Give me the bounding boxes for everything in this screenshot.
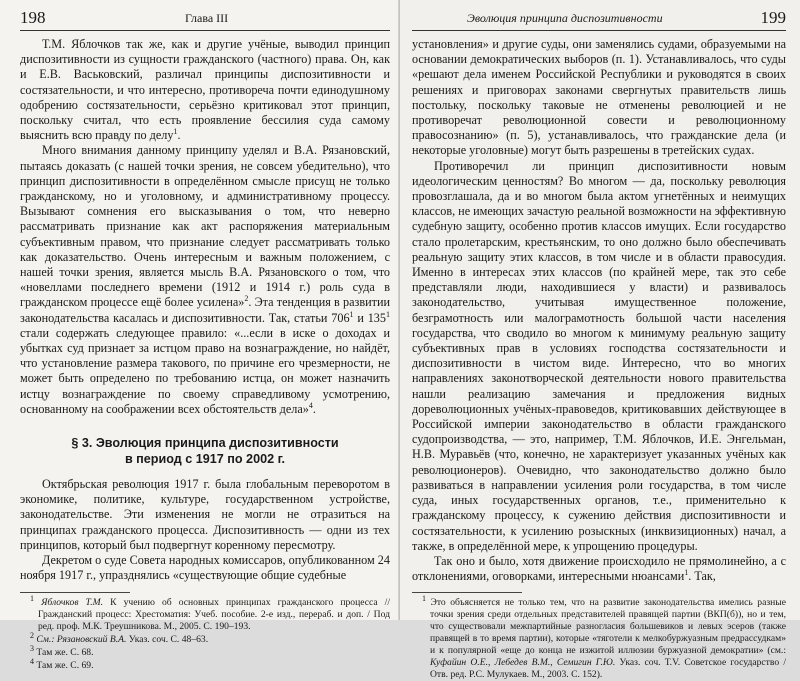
footnote: $^4$ Там же. С. 69. (30, 656, 94, 671)
footnote-rule (20, 592, 130, 593)
footnote: $^1$ Это объясняется не только тем, что на развитие законодательства имелись разные точки зрения среди отдельных представителей правящей партии (ВКП(б)), но и тем, что существовали межпартийные разногласия большевиков и левых эсеров (также правящей в то время партии), которые «тяготели к мелкобуржуазным предрассудкам» и к популярной «еще до конца не изжитой иллюзии буржуазной демократии» (см.: Куфайин О.Е., Лебедев В.М., Семигин Г.Ю. Указ. соч. Т.V. Советское государство / Отв. ред. Р.С. Мулукаев. М., 2003. С. 152). (422, 594, 786, 681)
paragraph: Октябрьская революция 1917 г. была глобальным переворотом в экономике, политике, культуре, государственном устройстве, законодательстве. Эти изменения не могли не отразиться на принципах гражданского процесса. Диспозитивность — одни из тех принципов, который был подвергнут коренному пересмотру. (20, 477, 390, 552)
left-page (0, 0, 400, 671)
footnote-rule (412, 592, 522, 593)
left-footnotes (20, 593, 390, 672)
footnote: $^3$ Там же. С. 68. (30, 643, 94, 658)
section-heading: § 3. Эволюция принципа диспозитивности в период с 1917 по 2002 г. (71, 436, 339, 467)
right-body-text (412, 37, 786, 584)
paragraph: Декретом о суде Совета народных комиссаров, опубликованном 24 ноября 1917 г., упразднялись «существующие общие судебные (20, 553, 390, 583)
left-page-number: 198 (20, 8, 46, 27)
left-body-text (20, 37, 390, 584)
paragraph: Много внимания данному принципу уделял и В.А. Рязановский, пытаясь доказать (с нашей точки зрения, не совсем убедительно), что принцип диспозитивности в определённом смысле присущ не только гражданскому, но и уголовному, и административному процессу. Вызывают сомнения его высказывания о том, что неверно рассматривать признание как акт распоряжения материальным субъективным правом, что признание следует рассматривать только как доказательство. Очень интересным и важным положением, с нашей точки зрения, является мысль В.А. Рязановского о том, что «новеллами последнего времени (1912 и 1914 г.) роль суда в гражданском процессе ещё более усилена»$^2$. Эта тенденция в развитии законодательства касалась и диспозитивности. Так, статьи $706^1$ и $135^1$ стали содержать следующее правило: «...если в иске о доходах и убытках суд признает за истцом право на вознаграждение, но найдёт, что установление размера такового, по причине его чрезмерности, не может быть определено по требованию истца, он может назначить истцу вознаграждение по своему справедливому усмотрению, основанному на соображении всех обстоятельств дела»$^4$. (20, 143, 390, 416)
right-page-number: 199 (760, 8, 786, 27)
footnote: $^2$ См.: Рязановский В.А. Указ. соч. С. 48–63. (30, 630, 209, 645)
paragraph: установления» и другие суды, они заменялись судами, образуемыми на основании демократических выборов (п. 1). Устанавливалось, что суды «решают дела именем Российской Республики и руководятся в своих решениях и приговорах законами свергнутых правительств лишь постольку, поскольку таковые не отменены революцией и не противоречат революционной совести и революционному правосознанию» (п. 5), устанавливалось, что гражданские дела (и некоторые уголовные) могут быть разрешены в третейских судах. (412, 37, 786, 158)
paragraph: Так оно и было, хотя движение происходило не прямолинейно, а с отклонениями, оговорками, интересными нюансами$^1$. Так, (412, 553, 786, 584)
right-page-header (412, 8, 786, 31)
right-page (400, 0, 800, 681)
footnote: $^1$ Яблочков Т.М. К учению об основных принципах гражданского процесса // Гражданский процесс: Хрестоматия: Учеб. пособие. 2-е изд., перераб. и доп. / Под ред. проф. М.К. Треушникова. М., 2005. С. 190–193. (30, 593, 390, 632)
right-running-head: Эволюция принципа диспозитивности (467, 11, 663, 25)
paragraph: Т.М. Яблочков так же, как и другие учёные, выводил принцип диспозитивности из сущности гражданского (частного) права. Он, как и Е.В. Васьковский, различал принципы диспозитивности и состязательности, и что интересно, противореча почти единодушному одобрению состязательности, серьёзно критиковал этот принцип, поскольку считал, что есть проявление бессилия суда самому выяснить всю правду по делу$^1$. (20, 37, 390, 143)
paragraph: Противоречил ли принцип диспозитивности новым идеологическим ценностям? Во многом — да, поскольку революция провозглашала, да и во многом была актом угнетённых и неимущих классов, не имеющих зачастую реальной возможности на эффективную судебную защиту, особенно против классов имущих. Если государство стало пролетарским, крестьянским, то оно должно было обеспечивать реальную защиту этих классов, в том числе и в области правосудия. Именно в интересах этих классов (по крайней мере, так это себе представляли люди, находившиеся у власти) и развивалось законодательство, учитывая имущественное положение, безграмотность или малограмотность большой части населения государства, что сводило во многом к минимуму реальную защиту субъективных прав в условиях господства состязательности и диспозитивности в чистом виде. Интересно, что во многих направлениях законотворческой деятельности нового правительства нашли реализацию замечания и предложения видных дореволюционных учёных-правоведов, критиковавших действующее в Российской империи законодательство в области гражданского судопроизводства, — это, например, Т.М. Яблочков, И.Е. Энгельман, Н.В. Муравьёв (что, конечно, не характеризует указанных учёных как революционеров). Очевидно, что законодательство должно было развиваться в направлении усиления роли государства, в том числе суда, иных государственных органов, т.е., применительно к гражданскому процессу, к сужению действия диспозитивности и состязательности, к усилению розыскных (инквизиционных) начал, а также, в определённой мере, к упрощению процедуры. (412, 158, 786, 553)
left-page-header (20, 8, 390, 31)
right-footnotes (412, 594, 786, 681)
left-running-head: Глава III (185, 11, 229, 25)
